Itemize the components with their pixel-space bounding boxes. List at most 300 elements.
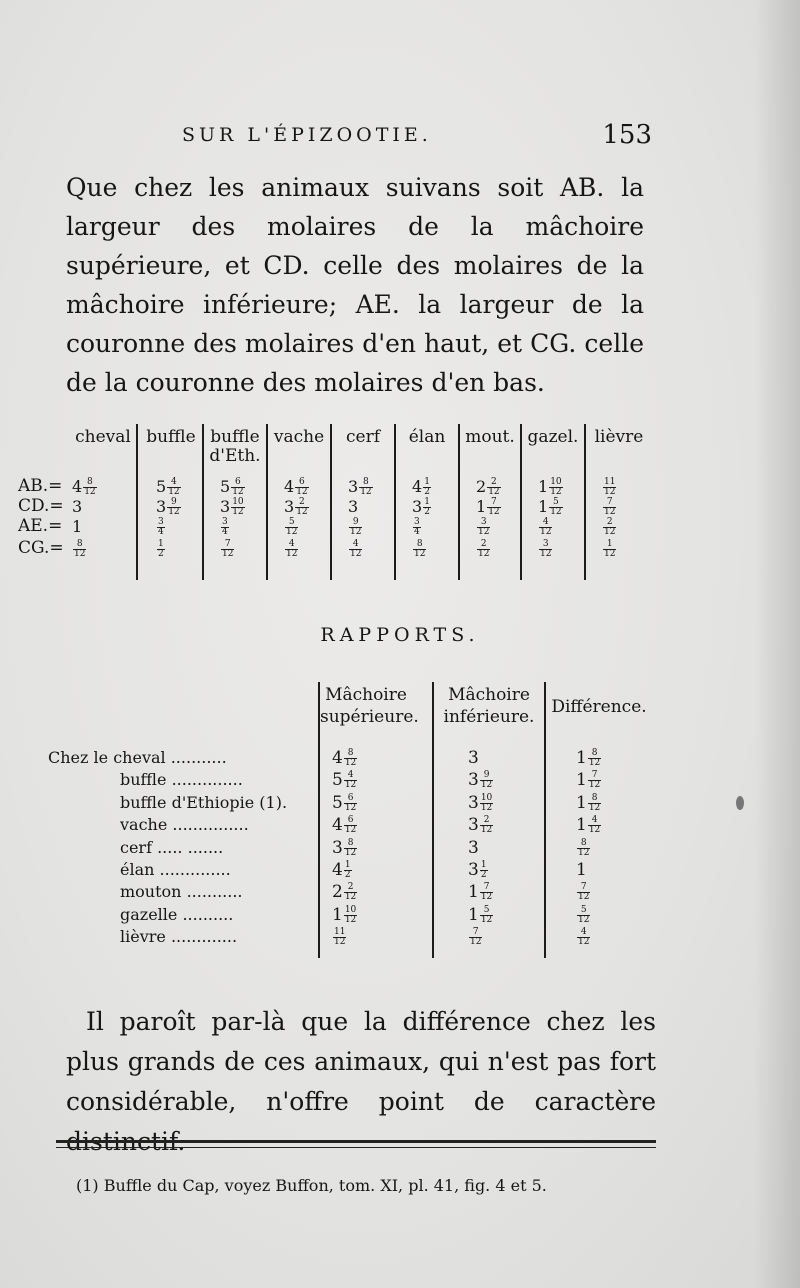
ratio-fraction-numerator: 7	[588, 771, 601, 781]
ratio-fraction	[480, 794, 493, 813]
measurement-fraction-numerator: 4	[285, 540, 298, 550]
ratio-value	[576, 882, 590, 902]
measurement-whole: 3	[284, 497, 295, 516]
ratio-whole: 3	[468, 792, 479, 813]
ratio-fraction-numerator: 6	[344, 794, 357, 804]
measurements-column	[268, 424, 330, 580]
ratio-whole: 1	[576, 860, 587, 880]
ratio-fraction-numerator: 8	[577, 839, 590, 849]
measurement-fraction-denominator: 12	[550, 487, 562, 497]
ratio-value	[576, 838, 590, 858]
ratio-fraction-denominator: 12	[588, 780, 601, 791]
animal-label: lièvre .............	[120, 927, 238, 947]
measurement-fraction-denominator: 12	[168, 487, 180, 497]
measurement-fraction-denominator: 12	[74, 549, 86, 559]
measurement-fraction	[231, 498, 244, 517]
ratio-fraction	[344, 906, 357, 925]
ratio-value	[576, 793, 601, 813]
ratio-value	[576, 748, 601, 768]
measurement-fraction	[413, 540, 426, 559]
measurements-table	[18, 424, 652, 580]
ratio-fraction-numerator: 1	[344, 860, 351, 870]
measurements-column	[332, 424, 394, 580]
measurement-whole: 3	[156, 497, 167, 516]
ratio-fraction-denominator: 12	[588, 758, 601, 768]
page-header	[182, 120, 652, 154]
measurement-cell	[348, 540, 362, 559]
measurement-fraction	[549, 498, 562, 517]
column-header: vache	[273, 427, 325, 447]
ratio-value	[468, 793, 493, 813]
measurement-fraction-denominator: 12	[540, 527, 552, 537]
ratio-fraction-denominator: 12	[480, 825, 493, 836]
measurement-fraction-denominator: 12	[222, 549, 234, 559]
ratio-whole: 4	[332, 815, 343, 836]
ratio-value	[332, 770, 357, 790]
measurement-cell	[220, 498, 245, 517]
measurement-cell	[156, 540, 165, 559]
ink-blot	[736, 796, 744, 810]
measurement-cell	[476, 540, 490, 559]
ratio-value	[332, 882, 357, 902]
measurement-fraction	[221, 518, 229, 537]
measurement-fraction-denominator: 2	[424, 487, 430, 497]
measurement-fraction-denominator: 12	[414, 549, 426, 559]
ratio-whole: 3	[468, 815, 479, 836]
measurement-fraction-numerator: 2	[477, 540, 490, 550]
measurement-fraction-numerator: 5	[285, 518, 298, 528]
ratio-value	[576, 905, 590, 925]
ratio-value	[468, 770, 493, 790]
ratio-fraction	[480, 883, 493, 902]
measurements-column	[522, 424, 584, 580]
ratio-whole: 4	[332, 860, 343, 880]
measurement-cell	[538, 478, 563, 497]
ratio-value	[576, 770, 601, 790]
ratio-fraction-numerator: 7	[469, 928, 482, 938]
ratio-fraction	[344, 771, 357, 790]
ratio-fraction	[344, 839, 357, 858]
measurement-fraction	[423, 478, 431, 497]
ratio-fraction	[480, 861, 488, 880]
page-number: 153	[602, 120, 652, 150]
measurement-fraction	[157, 518, 165, 537]
animal-label: élan ..............	[120, 860, 231, 879]
ratio-fraction	[588, 771, 601, 790]
measurement-fraction-denominator: 12	[488, 487, 500, 497]
ratio-fraction	[480, 906, 493, 925]
ratio-fraction	[588, 794, 601, 813]
measurement-fraction-numerator: 7	[221, 540, 234, 550]
measurements-column	[460, 424, 520, 580]
ratio-fraction-numerator: 9	[480, 771, 493, 781]
measurement-whole: 3	[348, 477, 359, 496]
measurement-fraction-numerator: 1	[158, 539, 164, 549]
ratio-fraction-denominator: 12	[578, 847, 590, 858]
ratio-fraction-numerator: 7	[577, 883, 590, 893]
measurement-fraction	[285, 518, 298, 537]
ratio-fraction	[577, 839, 590, 858]
ratio-whole: 1	[576, 792, 587, 813]
measurement-cell	[156, 518, 165, 537]
ratio-header: Mâchoire supérieure.	[320, 685, 419, 727]
measurement-fraction	[549, 478, 562, 497]
measurement-fraction-denominator: 12	[478, 527, 490, 537]
measurement-fraction-numerator: 2	[603, 518, 616, 528]
ratio-fraction-numerator: 2	[480, 816, 493, 826]
ratio-fraction-numerator: 8	[344, 839, 357, 849]
measurement-fraction-numerator: 4	[539, 518, 552, 528]
ratio-value	[468, 838, 479, 858]
animal-label: vache ...............	[120, 815, 249, 835]
conclusion-paragraph	[66, 1002, 656, 1162]
measurement-fraction	[603, 518, 616, 537]
measurement-fraction	[295, 498, 308, 517]
ratio-whole: 1	[576, 815, 587, 836]
ratio-whole: 1	[576, 748, 587, 768]
ratio-fraction-denominator: 12	[588, 825, 601, 836]
measurement-fraction-numerator: 1	[424, 497, 430, 507]
ratio-fraction	[577, 928, 590, 947]
measurement-fraction-denominator: 12	[478, 549, 490, 559]
measurement-cell	[284, 540, 298, 559]
ratio-fraction-numerator: 8	[588, 749, 601, 759]
column-rule	[544, 682, 546, 958]
measurement-cell	[602, 540, 616, 559]
column-header: cerf	[346, 427, 380, 447]
ratio-fraction-denominator: 12	[334, 937, 346, 948]
ratio-fraction-numerator: 8	[344, 749, 357, 759]
ratio-value	[332, 815, 357, 835]
measurement-fraction	[349, 540, 362, 559]
measurement-cell	[220, 540, 234, 559]
measurement-fraction-numerator: 8	[359, 478, 372, 488]
measurement-cell	[220, 518, 229, 537]
measurement-fraction-numerator: 7	[603, 498, 616, 508]
measurement-whole: 1	[72, 517, 83, 536]
measurement-fraction-denominator: 12	[232, 487, 244, 497]
intro-text: Que chez les animaux suivans soit AB. la largeur des molaires de la mâchoire supérieure, et CD. celle des molaires de la mâchoire inférieure; AE. la largeur de la couronne des molaires d'en haut, et CG. celle de la couronne des molaires d'en bas.	[66, 173, 644, 397]
ratio-whole: 1	[332, 904, 343, 925]
rapports-title: RAPPORTS.	[320, 624, 480, 646]
ratio-fraction-denominator: 12	[480, 914, 493, 925]
ratio-fraction-numerator: 1	[480, 860, 487, 870]
measurement-cell	[538, 498, 563, 517]
ratio-fraction-denominator: 2	[480, 870, 487, 880]
measurement-fraction-numerator: 9	[349, 518, 362, 528]
column-header: gazel.	[527, 427, 579, 447]
ratio-value	[332, 860, 352, 880]
measurement-cell	[476, 518, 490, 537]
ratio-whole: 1	[576, 770, 587, 791]
ratio-whole: 3	[468, 837, 479, 858]
measurement-whole: 1	[476, 497, 487, 516]
measurement-cell	[72, 540, 86, 559]
measurement-fraction-numerator: 3	[222, 517, 228, 527]
measurement-fraction-numerator: 6	[295, 478, 308, 488]
measurement-fraction-numerator: 3	[158, 517, 164, 527]
row-label: CG.=	[18, 538, 64, 558]
conclusion-text: Il paroît par-là que la différence chez les plus grands de ces animaux, qui n'est pas fort considérable, n'offre point de caractère distinctif.	[66, 1007, 656, 1156]
measurement-fraction	[539, 518, 552, 537]
measurement-fraction-numerator: 2	[487, 478, 500, 488]
measurement-fraction-denominator: 12	[84, 487, 96, 497]
ratio-value	[468, 905, 493, 925]
measurement-cell	[412, 540, 426, 559]
row-label: AB.=	[18, 476, 63, 496]
measurement-fraction	[167, 498, 180, 517]
ratio-fraction-denominator: 12	[344, 825, 357, 836]
row-label: AE.=	[18, 516, 63, 536]
animal-label: mouton ...........	[120, 882, 243, 902]
ratio-fraction-denominator: 12	[344, 847, 357, 858]
ratio-fraction	[588, 816, 601, 835]
measurement-fraction	[487, 478, 500, 497]
measurement-cell	[602, 478, 616, 497]
column-rule	[432, 682, 434, 958]
measurement-fraction-denominator: 12	[488, 507, 500, 517]
measurement-fraction	[477, 540, 490, 559]
measurement-whole: 5	[220, 477, 231, 496]
ratio-fraction-denominator: 12	[344, 780, 357, 791]
measurement-fraction	[157, 540, 165, 559]
footnote-rule	[56, 1140, 656, 1148]
column-header: buffle	[146, 427, 196, 447]
measurement-cell	[284, 518, 298, 537]
measurements-column	[586, 424, 652, 580]
column-header: mout.	[465, 427, 515, 447]
measurement-fraction-denominator: 4	[222, 527, 228, 537]
ratio-whole: 4	[332, 748, 343, 768]
measurement-cell	[72, 498, 82, 516]
measurement-fraction	[423, 498, 431, 517]
measurement-fraction-denominator: 4	[414, 527, 420, 537]
ratio-fraction-denominator: 12	[578, 937, 590, 948]
ratio-whole: 3	[468, 770, 479, 791]
measurement-whole: 4	[284, 477, 295, 496]
ratio-whole: 3	[468, 748, 479, 768]
ratio-fraction	[333, 928, 346, 947]
measurement-fraction	[73, 540, 86, 559]
ratio-whole: 1	[468, 882, 479, 903]
measurement-cell	[348, 518, 362, 537]
ratio-fraction-numerator: 11	[334, 927, 346, 938]
measurement-fraction-denominator: 12	[550, 507, 562, 517]
measurement-fraction-denominator: 12	[286, 527, 298, 537]
measurement-fraction	[349, 518, 362, 537]
ratio-fraction-numerator: 4	[344, 771, 357, 781]
ratio-value	[332, 905, 357, 925]
ratio-whole: 5	[332, 792, 343, 813]
ratio-value	[576, 815, 601, 835]
measurement-fraction-numerator: 5	[549, 498, 562, 508]
ratio-value	[576, 860, 587, 880]
ratio-fraction-denominator: 12	[344, 802, 357, 813]
ratio-fraction-numerator: 10	[480, 792, 493, 803]
ratio-value	[468, 882, 493, 902]
row-label: CD.=	[18, 496, 64, 516]
measurement-cell	[284, 478, 309, 497]
measurement-fraction-numerator: 3	[539, 540, 552, 550]
measurement-fraction-denominator: 12	[604, 549, 616, 559]
ratio-fraction-denominator: 12	[578, 914, 590, 925]
ratio-fraction-denominator: 12	[344, 914, 357, 925]
measurement-fraction	[359, 478, 372, 497]
measurement-fraction-numerator: 11	[604, 477, 616, 487]
ratio-fraction-numerator: 4	[577, 928, 590, 938]
measurement-whole: 2	[476, 477, 487, 496]
measurement-whole: 1	[538, 477, 549, 496]
measurement-fraction-denominator: 12	[604, 527, 616, 537]
measurement-fraction-numerator: 6	[231, 478, 244, 488]
ratio-whole: 1	[468, 904, 479, 925]
measurement-cell	[538, 518, 552, 537]
measurement-fraction-denominator: 12	[540, 549, 552, 559]
ratio-fraction	[344, 861, 352, 880]
column-header: élan	[408, 427, 446, 447]
ratio-fraction-numerator: 7	[480, 883, 493, 893]
ratio-value	[576, 927, 590, 947]
measurement-whole: 4	[72, 477, 83, 496]
measurement-cell	[602, 498, 616, 517]
measurement-cell	[412, 498, 431, 517]
measurements-column	[396, 424, 458, 580]
ratio-value	[468, 927, 482, 947]
ratio-value	[332, 838, 357, 858]
ratio-header: Mâchoire inférieure.	[443, 685, 535, 727]
ratio-fraction-denominator: 2	[344, 870, 351, 880]
ratio-value	[332, 748, 357, 768]
ratio-fraction	[588, 749, 601, 768]
ratios-table	[48, 682, 656, 962]
measurement-fraction	[221, 540, 234, 559]
measurement-whole: 4	[412, 477, 423, 496]
ratio-fraction-denominator: 12	[588, 802, 601, 813]
ratio-header: Différence.	[551, 697, 647, 717]
measurement-whole: 3	[220, 497, 231, 516]
intro-paragraph	[66, 168, 644, 402]
ratio-fraction-numerator: 5	[577, 906, 590, 916]
measurement-fraction-numerator: 7	[487, 498, 500, 508]
measurement-fraction-numerator: 8	[73, 540, 86, 550]
measurement-fraction-denominator: 12	[296, 507, 308, 517]
measurement-cell	[156, 498, 181, 517]
column-header: lièvre	[594, 427, 644, 447]
column-header: buffle d'Eth.	[209, 427, 261, 466]
ratio-whole: 3	[332, 837, 343, 858]
measurement-fraction-numerator: 9	[167, 498, 180, 508]
ratio-fraction-numerator: 10	[344, 904, 357, 915]
measurement-fraction	[295, 478, 308, 497]
measurement-fraction	[231, 478, 244, 497]
measurement-fraction	[603, 540, 616, 559]
measurement-cell	[476, 498, 501, 517]
ratio-fraction-denominator: 12	[578, 892, 590, 903]
ratio-fraction	[577, 883, 590, 902]
measurement-fraction	[167, 478, 180, 497]
measurement-fraction	[413, 518, 421, 537]
measurement-fraction-denominator: 12	[286, 549, 298, 559]
measurement-fraction-numerator: 10	[232, 497, 244, 507]
measurement-fraction-numerator: 4	[167, 478, 180, 488]
measurement-fraction	[285, 540, 298, 559]
measurement-fraction-numerator: 10	[550, 477, 562, 487]
measurement-cell	[72, 478, 97, 497]
measurement-whole: 3	[348, 497, 359, 516]
ratio-fraction	[469, 928, 482, 947]
animal-label: buffle ..............	[120, 770, 243, 790]
measurement-fraction	[477, 518, 490, 537]
measurement-fraction-denominator: 12	[604, 487, 616, 497]
ratio-fraction	[344, 794, 357, 813]
measurement-cell	[602, 518, 616, 537]
ratio-fraction-denominator: 12	[480, 892, 493, 903]
measurement-cell	[412, 478, 431, 497]
ratio-fraction-numerator: 4	[588, 816, 601, 826]
measurement-cell	[284, 498, 309, 517]
measurement-cell	[348, 478, 373, 497]
running-head: SUR L'ÉPIZOOTIE.	[182, 124, 432, 146]
ratio-fraction-denominator: 12	[470, 937, 482, 948]
measurement-fraction-denominator: 12	[350, 549, 362, 559]
measurement-fraction-denominator: 12	[168, 507, 180, 517]
measurement-fraction-denominator: 12	[296, 487, 308, 497]
animal-label: buffle d'Ethiopie (1).	[120, 792, 288, 812]
measurement-fraction-numerator: 3	[414, 517, 420, 527]
ratio-fraction-numerator: 5	[480, 906, 493, 916]
ratio-fraction	[344, 749, 357, 768]
measurement-fraction-numerator: 4	[349, 540, 362, 550]
measurement-fraction-numerator: 1	[603, 540, 616, 550]
measurement-fraction-denominator: 12	[604, 507, 616, 517]
ratio-value	[468, 748, 479, 768]
measurement-fraction-denominator: 12	[360, 487, 372, 497]
measurement-cell	[220, 478, 245, 497]
footnote: (1) Buffle du Cap, voyez Buffon, tom. XI, pl. 41, fig. 4 et 5.	[76, 1176, 547, 1195]
measurement-fraction-numerator: 2	[295, 498, 308, 508]
measurement-fraction-denominator: 2	[158, 549, 164, 559]
ratio-fraction	[480, 816, 493, 835]
measurement-cell	[476, 478, 501, 497]
ratio-fraction	[344, 816, 357, 835]
animal-label: cerf ..... .......	[120, 837, 224, 857]
measurement-whole: 3	[72, 497, 83, 516]
measurements-column	[204, 424, 266, 580]
measurement-fraction-numerator: 1	[424, 477, 430, 487]
ratio-whole: 2	[332, 882, 343, 903]
animal-label: gazelle ..........	[120, 904, 234, 924]
measurements-column	[70, 424, 136, 580]
measurement-cell	[412, 518, 421, 537]
measurement-fraction	[539, 540, 552, 559]
measurement-cell	[72, 518, 82, 536]
measurement-fraction-numerator: 8	[413, 540, 426, 550]
ratio-whole: 3	[468, 860, 479, 880]
column-rule	[136, 424, 138, 580]
ratio-fraction	[577, 906, 590, 925]
ratio-fraction	[480, 771, 493, 790]
measurement-cell	[538, 540, 552, 559]
ratio-fraction-denominator: 12	[480, 780, 493, 791]
ratio-fraction-denominator: 12	[480, 802, 493, 813]
measurement-whole: 1	[538, 497, 549, 516]
ratio-fraction-denominator: 12	[344, 892, 357, 903]
ratio-fraction-numerator: 8	[588, 794, 601, 804]
column-rule	[318, 682, 320, 958]
measurement-fraction	[603, 498, 616, 517]
measurement-fraction-denominator: 12	[232, 507, 244, 517]
measurement-whole: 3	[412, 497, 423, 516]
